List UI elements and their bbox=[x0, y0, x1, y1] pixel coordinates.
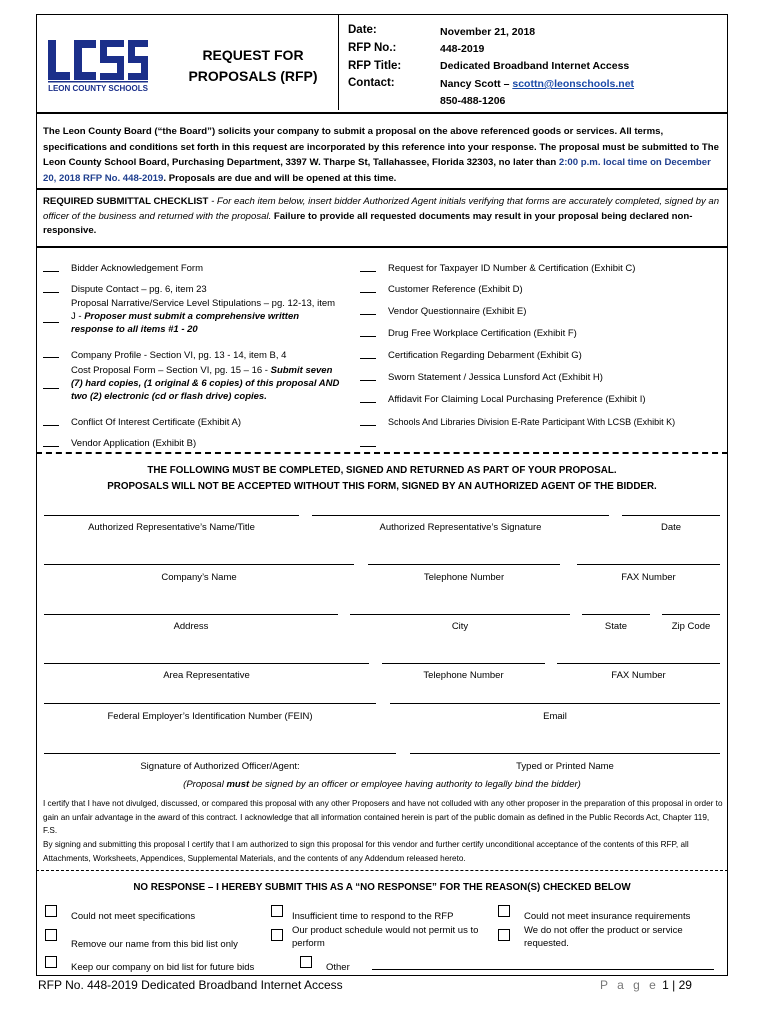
checkbox-other[interactable] bbox=[300, 956, 312, 968]
initials-blank[interactable] bbox=[360, 402, 376, 403]
email-label: Email bbox=[543, 711, 567, 722]
initials-blank[interactable] bbox=[360, 292, 376, 293]
telephone-line-2[interactable] bbox=[382, 663, 545, 664]
auth-name-label: Authorized Representative’s Name/Title bbox=[88, 522, 255, 533]
certification-1: I certify that I have not divulged, discussed, or compared this proposal with any other Proposers and have not colluded with any other proposer in the preparation of this proposal in order to gain an unfair advantage in the award of this contract. I acknowledge that all information contained herein is part of the public domain as defined in the Public Records Act, Chapter 119, F.S. bbox=[43, 799, 723, 835]
company-label: Company’s Name bbox=[161, 572, 237, 583]
signature-requirement bbox=[36, 779, 728, 790]
checklist-item: Customer Reference (Exhibit D) bbox=[388, 284, 523, 295]
fax-line[interactable] bbox=[577, 564, 720, 565]
checklist-title: REQUIRED SUBMITTAL CHECKLIST bbox=[43, 196, 209, 207]
notice-line-2: PROPOSALS WILL NOT BE ACCEPTED WITHOUT THIS FORM, SIGNED BY AN AUTHORIZED AGENT OF THE BIDDER. bbox=[107, 481, 657, 492]
contact-value bbox=[440, 78, 634, 90]
req-c: be signed by an officer or employee having authority to legally bind the bidder) bbox=[249, 779, 581, 790]
initials-blank[interactable] bbox=[43, 357, 59, 358]
contact-name: Nancy Scott – bbox=[440, 78, 513, 90]
checklist-rule bbox=[36, 246, 728, 248]
auth-sig-line[interactable] bbox=[312, 515, 609, 516]
intro-deadline: 2:00 p.m. local time on December 20, 2018 RFP No. 448-2019 bbox=[43, 157, 711, 184]
req-b: must bbox=[226, 779, 250, 790]
date-line[interactable] bbox=[622, 515, 720, 516]
initials-blank[interactable] bbox=[360, 271, 376, 272]
page-title bbox=[178, 45, 328, 87]
initials-blank[interactable] bbox=[43, 292, 59, 293]
item-emphasis: Submit seven (7) hard copies, (1 original & 6 copies) of this proposal AND two (2) electronic (cd or flash drive) copies. bbox=[71, 365, 340, 402]
officer-sig-line[interactable] bbox=[44, 753, 396, 754]
checklist-item: Certification Regarding Debarment (Exhibit G) bbox=[388, 350, 582, 361]
contact-label: Contact: bbox=[348, 77, 395, 89]
item-text: Cost Proposal Form – Section VI, pg. 15 – 16 - bbox=[71, 365, 271, 376]
auth-sig-label: Authorized Representative’s Signature bbox=[379, 522, 542, 533]
notice-line-1: THE FOLLOWING MUST BE COMPLETED, SIGNED AND RETURNED AS PART OF YOUR PROPOSAL. bbox=[147, 465, 617, 476]
intro-rule bbox=[36, 188, 728, 190]
typed-name-line[interactable] bbox=[410, 753, 720, 754]
reason-other: Other bbox=[326, 962, 350, 973]
title-line-1: REQUEST FOR bbox=[202, 47, 304, 63]
fax-label-2: FAX Number bbox=[611, 670, 666, 681]
zip-line[interactable] bbox=[662, 614, 720, 615]
checklist-item: Dispute Contact – pg. 6, item 23 bbox=[71, 284, 207, 295]
state-line[interactable] bbox=[582, 614, 650, 615]
checkbox-insurance[interactable] bbox=[498, 905, 510, 917]
header-rule bbox=[36, 112, 728, 114]
reason-no-product: We do not offer the product or service requested. bbox=[524, 925, 683, 949]
typed-name-label: Typed or Printed Name bbox=[516, 761, 614, 772]
checklist-item: Bidder Acknowledgement Form bbox=[71, 263, 204, 274]
header-divider bbox=[338, 14, 339, 110]
checklist-item: Vendor Questionnaire (Exhibit E) bbox=[388, 306, 527, 317]
reason-insurance: Could not meet insurance requirements bbox=[524, 911, 691, 922]
contact-email-link[interactable]: scottn@leonschools.net bbox=[512, 78, 635, 90]
checklist-item: Affidavit For Claiming Local Purchasing Preference (Exhibit I) bbox=[388, 394, 646, 405]
initials-blank[interactable] bbox=[43, 388, 59, 389]
telephone-line[interactable] bbox=[368, 564, 560, 565]
checklist-item: Company Profile - Section VI, pg. 13 - 14, item B, 4 bbox=[71, 350, 287, 361]
checkbox-time[interactable] bbox=[271, 905, 283, 917]
checklist-item bbox=[71, 297, 341, 336]
checklist-item: Drug Free Workplace Certification (Exhibit F) bbox=[388, 328, 577, 339]
checklist-item: Sworn Statement / Jessica Lunsford Act (Exhibit H) bbox=[388, 372, 603, 383]
lcs-logo bbox=[44, 36, 152, 94]
date-label: Date: bbox=[348, 24, 377, 36]
address-label: Address bbox=[173, 621, 209, 632]
initials-blank[interactable] bbox=[43, 446, 59, 447]
date-label-field: Date bbox=[660, 522, 682, 533]
item-text: Proposal Narrative/Service Level Stipulations – pg. 12-13, item J - bbox=[71, 298, 336, 322]
fein-label: Federal Employer’s Identification Number (FEIN) bbox=[107, 711, 313, 722]
req-a: (Proposal bbox=[183, 779, 227, 790]
initials-blank[interactable] bbox=[360, 358, 376, 359]
initials-blank[interactable] bbox=[43, 425, 59, 426]
fax-label: FAX Number bbox=[621, 572, 676, 583]
city-label: City bbox=[451, 621, 469, 632]
reason-time: Insufficient time to respond to the RFP bbox=[292, 911, 454, 922]
reason-keep: Keep our company on bid list for future bids bbox=[71, 962, 255, 973]
initials-blank[interactable] bbox=[43, 322, 59, 323]
rfp-no-label: RFP No.: bbox=[348, 42, 397, 54]
checklist-italic: - For each item below, insert bidder Authorized Agent initials verifying that forms are accurately completed, signed by an officer of the business and returned with the proposal. bbox=[43, 196, 720, 222]
page-word: P a g e bbox=[600, 978, 659, 992]
certification-2: By signing and submitting this proposal I certify that I am authorized to sign this proposal for this vendor and further certify unconditional acceptance of the contents of this RFP, all Attachments, Worksheets, Appendices, Supplemental Materials, and the contents of any Addendum released hereto. bbox=[43, 840, 689, 863]
initials-blank[interactable] bbox=[43, 271, 59, 272]
checkbox-keep[interactable] bbox=[45, 956, 57, 968]
area-rep-label: Area Representative bbox=[163, 670, 250, 681]
state-label: State bbox=[604, 621, 628, 632]
checkbox-specs[interactable] bbox=[45, 905, 57, 917]
date-value: November 21, 2018 bbox=[440, 26, 536, 38]
no-response-title: NO RESPONSE – I HEREBY SUBMIT THIS AS A “NO RESPONSE” FOR THE REASON(S) CHECKED BELOW bbox=[133, 882, 631, 893]
telephone-label-2: Telephone Number bbox=[423, 670, 504, 681]
item-emphasis: Proposer must submit a comprehensive written response to all items #1 - 20 bbox=[71, 311, 300, 335]
checklist-item: Request for Taxpayer ID Number & Certification (Exhibit C) bbox=[388, 263, 636, 274]
reason-remove: Remove our name from this bid list only bbox=[71, 939, 238, 950]
checklist-intro bbox=[43, 195, 723, 239]
officer-sig-label: Signature of Authorized Officer/Agent: bbox=[140, 761, 300, 772]
fein-line[interactable] bbox=[44, 703, 376, 704]
initials-blank[interactable] bbox=[360, 425, 376, 426]
page-number bbox=[600, 978, 692, 992]
no-response-rule bbox=[36, 870, 728, 871]
reason-specs: Could not meet specifications bbox=[71, 911, 196, 922]
rfp-no-value: 448-2019 bbox=[440, 43, 485, 55]
email-line[interactable] bbox=[390, 703, 720, 704]
reason-schedule: Our product schedule would not permit us to perform bbox=[292, 925, 479, 949]
checkbox-remove[interactable] bbox=[45, 929, 57, 941]
checkbox-schedule[interactable] bbox=[271, 929, 283, 941]
rfp-title-value: Dedicated Broadband Internet Access bbox=[440, 60, 630, 72]
other-reason-line[interactable] bbox=[372, 969, 714, 970]
fax-line-2[interactable] bbox=[557, 663, 720, 664]
area-rep-line[interactable] bbox=[44, 663, 369, 664]
title-line-2: PROPOSALS (RFP) bbox=[188, 68, 318, 84]
initials-blank[interactable] bbox=[360, 446, 376, 447]
logo-subtitle: LEON COUNTY SCHOOLS bbox=[48, 84, 148, 93]
city-line[interactable] bbox=[350, 614, 570, 615]
section-rule bbox=[36, 452, 728, 454]
address-line[interactable] bbox=[44, 614, 338, 615]
intro-text: The Leon County Board (“the Board”) solicits your company to submit a proposal on the above referenced goods or services. All terms, specifications and conditions set forth in this request are incorporated by this reference into your response. The proposal must be submitted to The Leon County School Board, Purchasing Department, 3397 W. Tharpe St, Tallahassee, Florida 32303, no later than bbox=[43, 126, 719, 168]
auth-name-line[interactable] bbox=[44, 515, 299, 516]
intro-paragraph bbox=[43, 124, 723, 186]
checklist-item bbox=[71, 364, 343, 403]
initials-blank[interactable] bbox=[360, 380, 376, 381]
checklist-warning: Failure to provide all requested documents may result in your proposal being declared non-responsive. bbox=[43, 210, 693, 236]
intro-tail: . Proposals are due and will be opened at this time. bbox=[163, 172, 397, 184]
footer-title: RFP No. 448-2019 Dedicated Broadband Internet Access bbox=[38, 978, 343, 992]
checklist-item: Vendor Application (Exhibit B) bbox=[71, 438, 197, 449]
checklist-item: Schools And Libraries Division E-Rate Participant With LCSB (Exhibit K) bbox=[388, 417, 676, 427]
contact-phone: 850-488-1206 bbox=[440, 95, 506, 107]
initials-blank[interactable] bbox=[360, 314, 376, 315]
checklist-item: Conflict Of Interest Certificate (Exhibit A) bbox=[71, 417, 242, 428]
initials-blank[interactable] bbox=[360, 336, 376, 337]
company-line[interactable] bbox=[44, 564, 354, 565]
checkbox-no-product[interactable] bbox=[498, 929, 510, 941]
rfp-title-label: RFP Title: bbox=[348, 60, 402, 72]
zip-label: Zip Code bbox=[671, 621, 711, 632]
telephone-label: Telephone Number bbox=[423, 572, 505, 583]
page-count: 1 | 29 bbox=[658, 978, 692, 992]
